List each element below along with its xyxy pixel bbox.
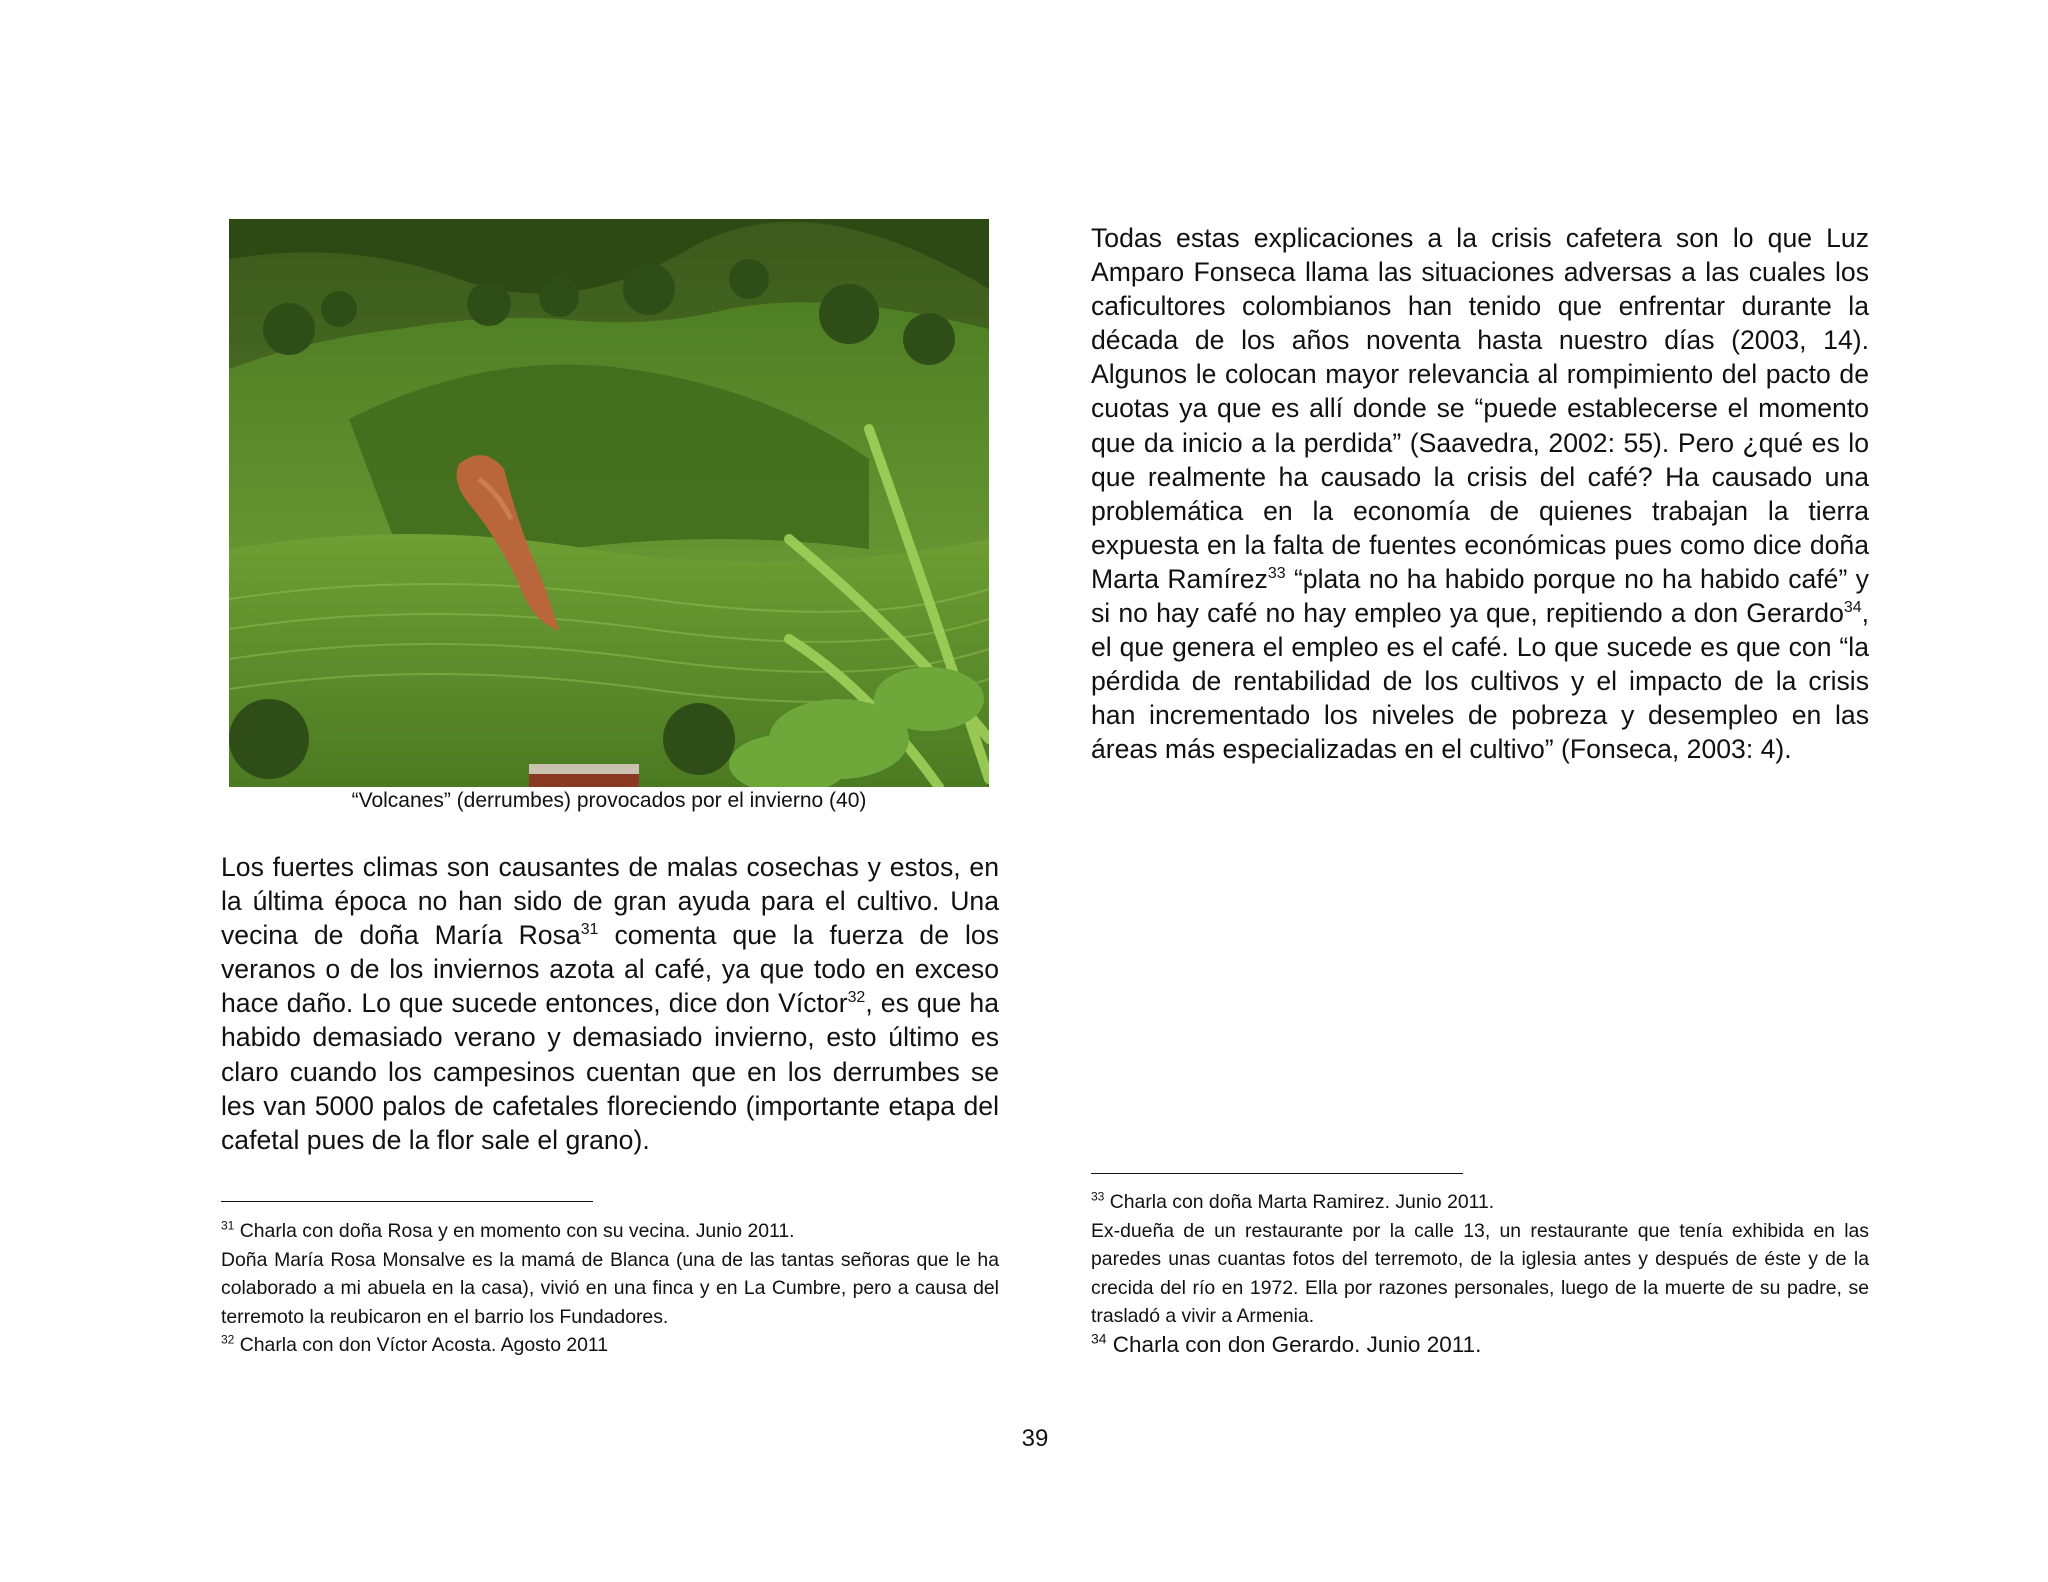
figure-caption: “Volcanes” (derrumbes) provocados por el invierno (40) [351,789,867,812]
footnote-number: 31 [221,1218,235,1233]
footnote-separator-right [1091,1173,1463,1174]
footnotes-left [221,1217,999,1360]
page-number: 39 [1021,1425,1049,1452]
left-column [221,850,999,1157]
body-text-segment: Los fuertes climas son causantes de malas cosechas y estos, en la última época no han sido de gran ayuda para el cultivo. Una vecina de doña María Rosa [221,852,999,951]
footnote-text: Charla con don Gerardo. Junio 2011. [1106,1331,1482,1357]
body-text-segment: comenta que la fuerza de los veranos o de los inviernos azota al café, ya que todo en exceso hace daño. Lo que sucede entonces, dice don Víctor [221,920,999,1019]
footnote-33 [1091,1188,1869,1217]
body-text-segment: “plata no ha habido porque no ha habido café” y si no hay café no hay empleo ya que, repitiendo a don Gerardo [1091,563,1869,629]
body-paragraph-left [221,850,999,1157]
footnote-separator-left [221,1201,593,1202]
body-text-segment: , el que genera el empleo es el café. Lo que sucede es que con “la pérdida de rentabilidad de los cultivos y el impacto de la crisis han incrementado los niveles de pobreza y desempleo en las áreas más especializadas en el cultivo” (Fonseca, 2003: 4). [1091,598,1869,765]
footnote-number: 32 [221,1332,235,1347]
footnote-ref-31[interactable]: 31 [580,921,599,939]
hillside-landslide-photo [229,219,989,787]
footnote-31-detail [221,1246,999,1332]
footnote-31 [221,1217,999,1246]
footnote-34 [1091,1331,1869,1360]
footnote-text: Doña María Rosa Monsalve es la mamá de Blanca (una de las tantas señoras que le ha colaborado a mi abuela en la casa), vivió en una finca y en La Cumbre, pero a causa del terremoto la reubicaron en el barrio los Fundadores. [221,1248,999,1328]
photo-illustration [229,219,989,787]
footnote-33-detail [1091,1217,1869,1331]
footnote-number: 33 [1091,1189,1105,1204]
footnote-number: 34 [1091,1330,1107,1346]
footnote-text: Charla con doña Rosa y en momento con su vecina. Junio 2011. [234,1220,795,1242]
body-text-segment: Todas estas explicaciones a la crisis cafetera son lo que Luz Amparo Fonseca llama las situaciones adversas a las cuales los caficultores colombianos han tenido que enfrentar durante la década de los años noventa hasta nuestro días (2003, 14). Algunos le colocan mayor relevancia al rompimiento del pacto de cuotas ya que es allí donde se “puede establecerse el momento que da inicio a la perdida” (Saavedra, 2002: 55). Pero ¿qué es lo que realmente ha causado la crisis del café? Ha causado una problemática en la economía de quienes trabajan la tierra expuesta en la falta de fuentes económicas pues como dice doña Marta Ramírez [1091,223,1869,594]
footnotes-right [1091,1188,1869,1359]
body-text-segment: , es que ha habido demasiado verano y demasiado invierno, esto último es claro cuando los campesinos cuentan que en los derrumbes se les van 5000 palos de cafetales floreciendo (importante etapa del cafetal pues de la flor sale el grano). [221,988,1000,1155]
right-column [1091,221,1869,767]
body-paragraph-right [1091,221,1869,767]
footnote-ref-34[interactable]: 34 [1843,599,1862,617]
footnote-text: Ex-dueña de un restaurante por la calle 13, un restaurante que tenía exhibida en las paredes unas cuantas fotos del terremoto, de la iglesia antes y después de éste y de la crecida del río en 1972. Ella por razones personales, luego de la muerte de su padre, se trasladó a vivir a Armenia. [1091,1219,1869,1327]
footnote-text: Charla con don Víctor Acosta. Agosto 2011 [234,1334,609,1356]
footnote-ref-32[interactable]: 32 [847,989,866,1007]
footnote-text: Charla con doña Marta Ramirez. Junio 2011. [1104,1191,1495,1213]
footnote-ref-33[interactable]: 33 [1267,565,1286,583]
footnote-32 [221,1331,999,1360]
